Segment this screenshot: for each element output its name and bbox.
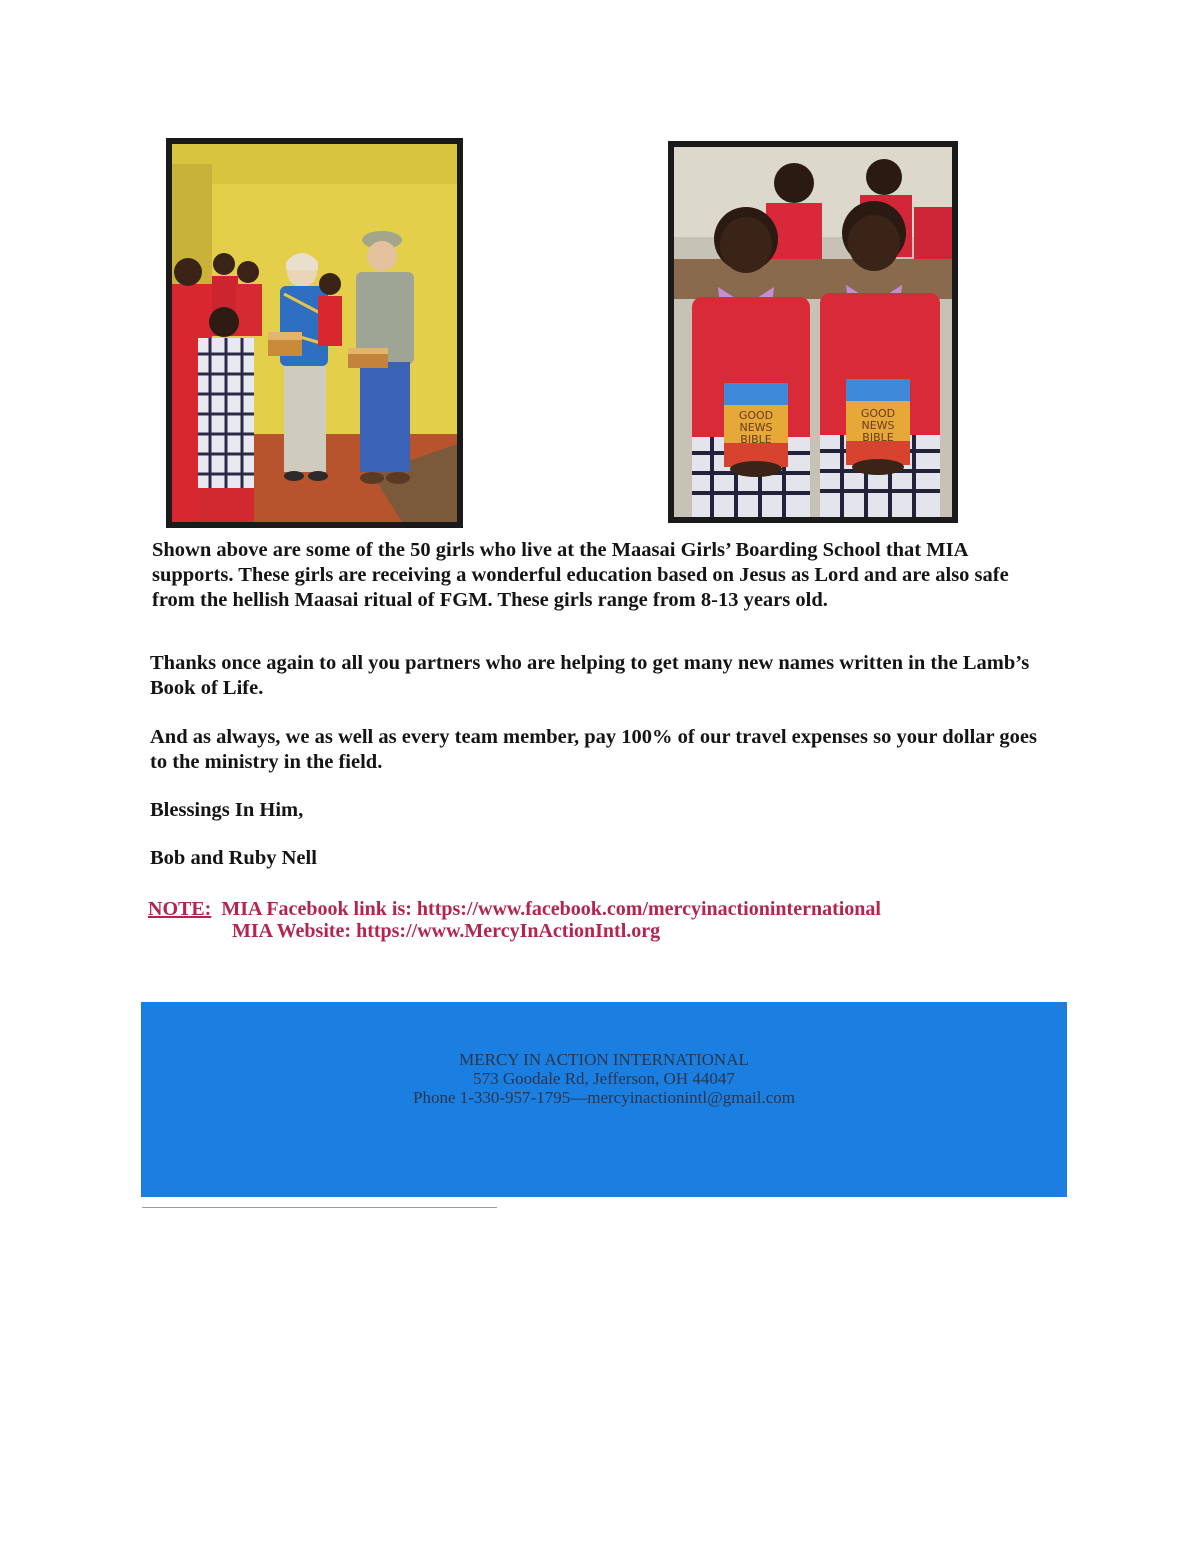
photo-right — [668, 141, 958, 523]
svg-text:BIBLE: BIBLE — [740, 433, 772, 446]
footer-address: 573 Goodale Rd, Jefferson, OH 44047 — [473, 1069, 735, 1088]
photo-caption: Shown above are some of the 50 girls who live at the Maasai Girls’ Boarding School that MIA supports. These girls are receiving a wonderful education based on Jesus as Lord and are also safe from the hellish Maasai ritual of FGM. These girls range from 8-13 years old. — [152, 539, 1009, 611]
footer-contact: Phone 1-330-957-1795—mercyinactionintl@gmail.com — [412, 1088, 796, 1107]
thanks-paragraph: Thanks once again to all you partners who are helping to get many new names written in the Lamb’s Book of Life. — [150, 652, 1030, 699]
note-facebook-line — [148, 898, 1048, 920]
footer-divider — [142, 1207, 497, 1208]
signature: Bob and Ruby Nell — [150, 847, 317, 869]
photo-adults-handing-books-to-schoolgirls — [172, 144, 457, 522]
bible-left — [724, 383, 788, 467]
svg-text:GOOD: GOOD — [738, 409, 774, 422]
note-block — [148, 898, 1048, 942]
note-label: NOTE: — [148, 898, 212, 920]
bible-right — [846, 379, 910, 465]
svg-text:BIBLE: BIBLE — [862, 431, 894, 444]
note-website-line — [148, 920, 1048, 942]
photo-schoolgirls-holding-bibles — [674, 147, 952, 517]
svg-text:GOOD: GOOD — [860, 407, 896, 420]
facebook-link[interactable]: MIA Facebook link is: https://www.facebook.com/mercyinactioninternational — [221, 898, 881, 920]
website-link[interactable]: MIA Website: https://www.MercyInActionIntl.org — [232, 920, 661, 942]
closing-line: Blessings In Him, — [150, 799, 304, 821]
photo-left — [166, 138, 463, 528]
footer-contact-block — [141, 1002, 1067, 1107]
svg-text:NEWS: NEWS — [739, 421, 773, 434]
svg-text:NEWS: NEWS — [861, 419, 895, 432]
expenses-paragraph: And as always, we as well as every team member, pay 100% of our travel expenses so your dollar goes to the ministry in the field. — [150, 726, 1037, 773]
footer-organization: MERCY IN ACTION INTERNATIONAL — [459, 1050, 749, 1069]
footer-bar — [141, 1002, 1067, 1197]
